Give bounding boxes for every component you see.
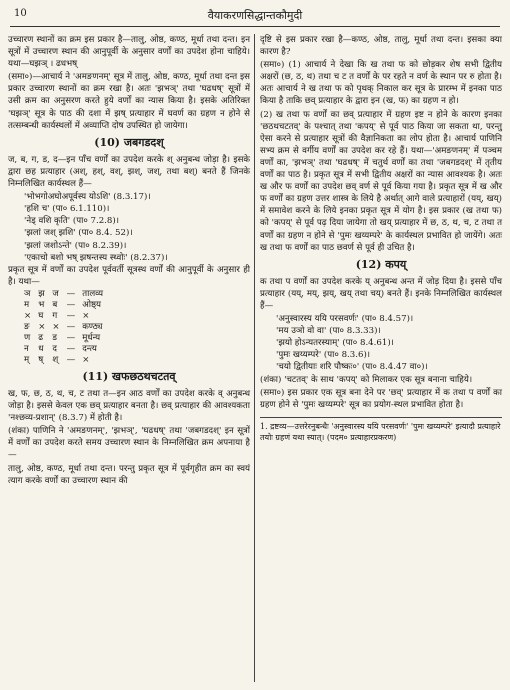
sutra-line: 'अनुस्वारस्य ययि परसवर्णः' (पा० 8.4.57)। — [276, 314, 414, 325]
sutra-line: 'नेड् वशि कृति' (पा० 7.2.8)। — [24, 216, 119, 227]
table-cell: ध — [38, 343, 44, 354]
table-cell: न — [24, 343, 29, 354]
table-cell: × — [24, 310, 32, 321]
table-cell: ड — [52, 332, 58, 343]
table-cell: तालव्य — [82, 288, 104, 299]
table-cell: ञ — [24, 288, 31, 299]
table-cell: म् — [24, 354, 30, 365]
left-column — [8, 34, 250, 488]
paragraph: (समा०)—आचार्य ने 'अमङणनम्' सूत्र में तालु, ओष्ठ, कण्ठ, मूर्धा तथा दन्त इस प्रकार उच्चारण स्थानों का क्रम रखा है। अतः 'झभञ्' तथा 'घढधष्' सूत्रों में उसी क्रम का अनुसरण करते हुये वर्णों का न्यास किया है। इसके अतिरिक्त 'घझञ्' सूत्र के पाठ की दशा में झष् प्रत्याहार में घवर्ण का ग्रहण न होने से तत्सम्बन्धी कार्यस्थलों में अव्याप्ति दोष उपस्थित हो जायेगा। — [8, 72, 250, 131]
sutra-line: 'चयो द्वितीयाः शरि पौष्कः०' (पा० 8.4.47 वा०)। — [276, 362, 428, 373]
paragraph: (शंका) 'चटतव्' के साथ 'कपय्' को मिलाकर एक सूत्र बनाना चाहिये। — [260, 374, 473, 385]
paragraph: (समा०) इस प्रकार एक सूत्र बना देने पर 'छव्' प्रत्याहार में क तथा प वर्णों का ग्रहण होने से 'पुमः खय्यम्परे' सूत्र का प्रयोग-स्थल प्रभावित होता है। — [260, 387, 502, 410]
table-cell: द — [52, 343, 57, 354]
page-header — [10, 4, 500, 27]
paragraph: (शंका) पाणिनि ने 'अमङणनम्', 'झभञ्', 'घढधष्' तथा 'जबगडदश्' इन सूत्रों में वर्णों का उपदेश करते समय उच्चारण स्थान के निम्नलिखित क्रम अपनाया है— — [8, 426, 250, 461]
table-cell: — — [66, 354, 76, 365]
sutra-line: 'पुमः खय्यम्परे' (पा० 8.3.6)। — [276, 350, 371, 361]
table-cell: — — [66, 310, 76, 321]
paragraph: (2) ख तथा फ वर्णों का छव् प्रत्याहार में ग्रहण इष्ट न होने के कारण इनका 'छठथचटतव्' के पश्चात् तथा 'कपय्' से पूर्व पाठ किया जा सकता था, परन्तु ऐसा करने से प्रत्याहार सूत्रों की वैज्ञानिकता का लोप होता है। आचार्य पाणिनि सभ्य क्रम से वर्गीय वर्णों का उपदेश कर रहे हैं। यथा—'अमङणनम्' में पञ्चम वर्णों का, 'झभञ्' तथा 'घढधष्' में चतुर्थ वर्णों का तथा 'जबगडदश्' में तृतीय वर्णों का पाठ है। प्रकृत सूत्र में सभी द्वितीय अक्षरों का न्यास आवश्यक है। अतः ख और फ वर्णों का उपदेश छव् वर्ण से पूर्व किया गया है। प्रकृत सूत्र में ख और फ वर्णों का ग्रहण उत्तर शास्त्र के लिये है अर्थात् आगे वाले प्रत्याहारों (यय्, खय्) में समावेश करने के लिये इनका प्रकृत सूत्र में योग है। इस प्रकार (ख तथा फ) को 'कपय्' से पूर्व पढ़ दिया जायेगा तो खय् प्रत्याहार में छ, ठ, थ, च, ट तथा त वर्णों का ग्रहण न होने से 'पुमः खय्यम्परे' के कार्यस्थल प्रभावित हो जायेंगे। अतः ख तथा फ वर्णों का पाठ छवर्ण से पूर्व ही उचित है। — [260, 109, 502, 253]
paragraph: ख, फ, छ, ठ, थ, च, ट तथा त—इन आठ वर्णों का उपदेश करके व् अनुबन्ध जोड़ा है। इससे केवल एक छव् प्रत्याहार बनता है। छव् प्रत्याहार की आवश्यकता 'नश्छव्य-प्रशान्' (8.3.7) में होती है। — [8, 388, 250, 424]
footnote: 1. द्रष्टव्य—उत्तरेरनुबन्धैः 'अनुस्वारस्य ययि परसवर्णः' 'पुमः खय्यम्परे' इत्यादौ प्रत्याहारे तयोः ग्रहणं यथा स्यात्। (पदम० प्रत्याहारप्रकरण) — [260, 417, 502, 443]
column-divider — [254, 34, 255, 682]
paragraph: दृष्टि से इस प्रकार रखा है—कण्ठ, ओष्ठ, तालु, मूर्धा तथा दन्त। इसका क्या कारण है? — [260, 35, 502, 58]
table-cell: ष् — [38, 354, 44, 365]
paragraph: क तथा प वर्णों का उपदेश करके य् अनुबन्ध अन्त में जोड़ दिया है। इससे पाँच प्रत्याहार (यय्, मय्, झय्, खय् तथा चय्) बनते हैं। इनके निम्नलिखित कार्यस्थल हैं— — [260, 276, 502, 311]
table-cell: श् — [52, 354, 59, 365]
varna-table — [24, 289, 110, 366]
table-cell: — — [66, 288, 76, 299]
table-cell: × — [52, 321, 60, 332]
table-cell: × — [82, 310, 90, 321]
table-cell: कण्ठ्य — [82, 321, 103, 332]
table-row — [24, 289, 110, 300]
sutra-line: 'झयो होऽन्यतरस्याम्' (पा० 8.4.61)। — [276, 338, 394, 349]
table-cell: — — [66, 321, 76, 332]
table-cell: ढ — [38, 332, 44, 343]
table-cell: — — [66, 299, 76, 310]
running-title: वैयाकरणसिद्धान्तकौमुदी — [207, 8, 303, 22]
sutra-line: 'भोभगोअघोअपूर्वस्य योऽशि' (8.3.17)। — [24, 192, 151, 203]
sutra-line: 'झलां जश् झशि' (पा० 8.4. 52)। — [24, 228, 133, 239]
paragraph: तालु, ओष्ठ, कण्ठ, मूर्धा तथा दन्त। परन्तु प्रकृत सूत्र में पूर्वगृहीत क्रम का स्वयं त्याग करके वर्णों का उच्चारण स्थान की — [8, 463, 250, 486]
table-cell: ग — [52, 310, 58, 321]
table-cell: मूर्धन्य — [82, 332, 101, 343]
table-row — [24, 311, 110, 322]
table-cell: — — [66, 343, 76, 354]
table-cell: दन्त्य — [82, 343, 97, 354]
sutra-line: 'एकाचो बशो भष् झषन्तस्य स्ध्वोः' (8.2.37)। — [24, 252, 168, 263]
right-column — [260, 34, 502, 443]
paragraph: उच्चारण स्थानों का क्रम इस प्रकार है—तालु, ओष्ठ, कण्ठ, मूर्धा तथा दन्त। इन सूत्रों में उच्चारण स्थान की आनुपूर्वी के अनुसार वर्णों का उपदेश होना चाहिये। यथा—घझञ् । ढधभष् — [8, 35, 250, 70]
page-number: 10 — [14, 8, 27, 19]
sutra-line: 'मय उञो वो वा' (पा० 8.3.33)। — [276, 326, 381, 337]
table-cell: ब — [52, 299, 58, 310]
table-row — [24, 333, 110, 344]
sutra-line: 'झलां जशोऽन्ते' (पा० 8.2.39)। — [24, 240, 127, 251]
table-cell: — — [66, 332, 76, 343]
table-cell: ण — [24, 332, 31, 343]
table-cell: ङ — [24, 321, 30, 332]
paragraph: ज, ब, ग, ड, द—इन पाँच वर्णों का उपदेश करके श् अनुबन्ध जोड़ा है। इसके द्वारा छह प्रत्याहार (अश्, हश्, वश्, झश्, जश्, तथा बश्) बनते हैं जिनके निम्नलिखित कार्यस्थल हैं— — [8, 154, 250, 190]
paragraph: प्रकृत सूत्र में वर्णों का उपदेश पूर्ववर्ती सूत्रस्थ वर्णों की आनुपूर्वी के अनुसार ही है। यथा— — [8, 264, 250, 287]
paragraph: (समा०) (1) आचार्य ने देखा कि ख तथा फ को छोड़कर शेष सभी द्वितीय अक्षरों (छ, ठ, थ) तथा च ट त वर्णों के पर रहते न वर्ण के स्थान पर रु होता है। अतः आचार्य ने ख तथा फ को पृथक् निकाल कर सूत्र के प्रारम्भ में इनका पाठ किया है ताकि छव् प्रत्याहार के द्वारा इन (ख, फ) का ग्रहण न हो। — [260, 60, 502, 107]
section-heading-11: (11) खफछठथचटतव् — [82, 369, 176, 383]
table-row — [24, 322, 110, 333]
table-row — [24, 344, 110, 355]
table-cell: ज — [52, 288, 59, 299]
section-heading-12: (12) कपय् — [355, 257, 407, 271]
table-cell: झ — [38, 288, 45, 299]
table-cell: × — [82, 354, 90, 365]
table-row — [24, 300, 110, 311]
table-cell: म — [24, 299, 30, 310]
table-cell: × — [38, 321, 46, 332]
table-cell: घ — [38, 310, 44, 321]
section-heading-10: (10) जबगडदश् — [94, 135, 164, 149]
table-cell: भ — [38, 299, 45, 310]
table-cell: ओष्ठ्य — [82, 299, 102, 310]
table-row — [24, 355, 110, 366]
sutra-line: 'हशि च' (पा० 6.1.110)। — [24, 204, 110, 215]
